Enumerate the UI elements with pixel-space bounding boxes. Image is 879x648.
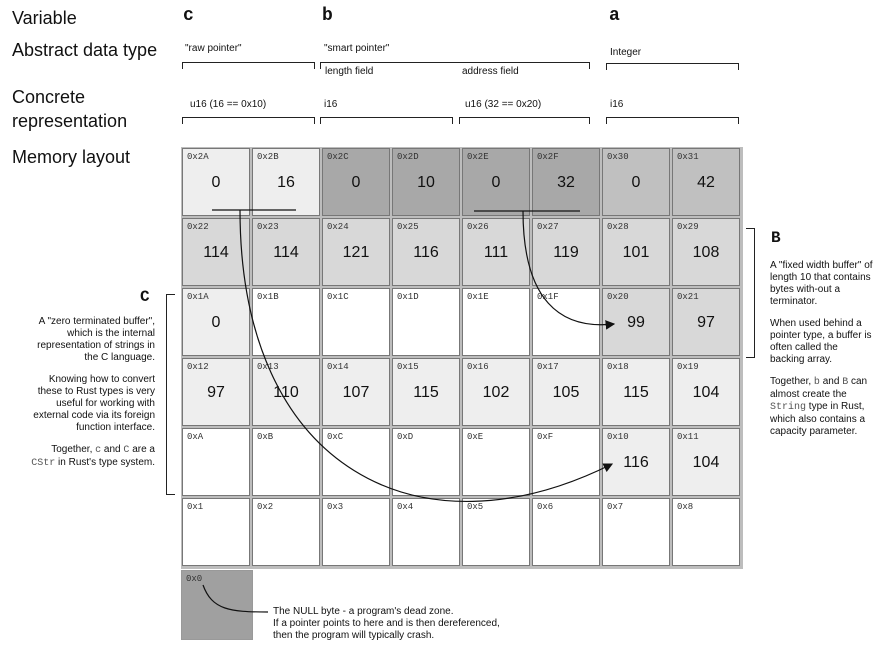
memory-cell-address: 0x10 xyxy=(607,432,629,442)
memory-cell-address: 0x0 xyxy=(186,574,203,584)
memory-cell-address: 0x20 xyxy=(607,292,629,302)
annotation-b-paragraph-2: When used behind a pointer type, a buffer is often called the backing array. xyxy=(770,318,872,365)
row-label-variable: Variable xyxy=(12,8,77,28)
memory-cell-value: 111 xyxy=(483,244,509,261)
memory-cell-address: 0x19 xyxy=(677,362,699,372)
memory-cell-value: 114 xyxy=(203,244,229,261)
memory-cell-value: 101 xyxy=(622,244,650,261)
memory-cell-value: 119 xyxy=(553,244,579,261)
variable-b: b xyxy=(322,6,333,26)
concrete-b-addr: u16 (32 == 0x20) xyxy=(465,99,542,110)
memory-cell-value: 114 xyxy=(273,244,299,261)
memory-cell-address: 0x6 xyxy=(537,502,554,512)
memory-cell-address: 0x1 xyxy=(187,502,204,512)
memory-cell-address: 0x2B xyxy=(257,152,279,162)
memory-cell-address: 0xF xyxy=(537,432,554,442)
memory-cell-value: 108 xyxy=(692,244,720,261)
annotation-b-paragraph-1: A "fixed width buffer" of length 10 that contains bytes with-out a terminator. xyxy=(770,260,873,307)
memory-cell-address: 0x2F xyxy=(537,152,559,162)
memory-cell-value: 32 xyxy=(557,174,575,191)
memory-cell-value: 115 xyxy=(623,384,649,401)
memory-cell-value: 116 xyxy=(623,454,649,471)
memory-cell-address: 0x11 xyxy=(677,432,699,442)
memory-cell-value: 104 xyxy=(692,454,720,471)
memory-cell-address: 0x2 xyxy=(257,502,274,512)
memory-cell-address: 0x18 xyxy=(607,362,629,372)
memory-cell-value: 107 xyxy=(342,384,370,401)
annotation-c-code-c: c xyxy=(95,445,102,456)
memory-cell-address: 0x23 xyxy=(257,222,279,232)
annotation-c-text: are a xyxy=(129,444,155,455)
null-note-line-2: If a pointer points to here and is then dereferenced, xyxy=(273,618,500,629)
memory-cell-address: 0x1A xyxy=(187,292,209,302)
memory-cell-value: 104 xyxy=(692,384,720,401)
annotation-b-letter: B xyxy=(771,229,781,247)
arrow-b-to-0x20 xyxy=(523,211,614,325)
row-label-memory: Memory layout xyxy=(12,147,131,167)
memory-cell-address: 0x8 xyxy=(677,502,694,512)
memory-cell-address: 0x22 xyxy=(187,222,209,232)
annotation-c-paragraph-2: Knowing how to convert these to Rust types is very useful for working with external code via its foreign function interface. xyxy=(33,374,155,433)
arrow-null-note xyxy=(203,585,268,612)
memory-cell-value: 102 xyxy=(482,384,510,401)
memory-cell-address: 0x7 xyxy=(607,502,624,512)
row-label-concrete-1: Concrete xyxy=(12,87,86,107)
memory-cell-address: 0x29 xyxy=(677,222,699,232)
variable-c: c xyxy=(183,6,194,26)
memory-cell-address: 0x1E xyxy=(467,292,489,302)
memory-cell-value: 97 xyxy=(697,314,715,331)
arrow-c-to-0x10 xyxy=(240,210,612,501)
memory-cell-address: 0x13 xyxy=(257,362,279,372)
memory-cell-address: 0x17 xyxy=(537,362,559,372)
memory-cell-value: 97 xyxy=(207,384,225,401)
memory-cell-address: 0xA xyxy=(187,432,204,442)
memory-cell-address: 0x28 xyxy=(607,222,629,232)
memory-cell-address: 0x2E xyxy=(467,152,489,162)
memory-cell-address: 0x14 xyxy=(327,362,349,372)
row-label-abstract: Abstract data type xyxy=(12,40,158,60)
abstract-address-field: address field xyxy=(462,66,519,77)
memory-cell-value: 115 xyxy=(413,384,439,401)
memory-cell-address: 0x1C xyxy=(327,292,349,302)
concrete-b-len: i16 xyxy=(324,99,338,110)
memory-cell-address: 0xC xyxy=(327,432,344,442)
null-note-line-1: The NULL byte - a program's dead zone. xyxy=(273,606,454,617)
memory-cell-value: 0 xyxy=(631,174,641,191)
memory-cell-value: 116 xyxy=(413,244,439,261)
memory-cell-address: 0xD xyxy=(397,432,414,442)
annotation-c-letter: C xyxy=(140,288,150,306)
memory-cell-value: 0 xyxy=(211,174,221,191)
memory-cell-address: 0x1B xyxy=(257,292,279,302)
memory-cell-value: 0 xyxy=(211,314,221,331)
annotation-b-text: can almost create the xyxy=(770,376,868,400)
memory-cell-address: 0xB xyxy=(257,432,274,442)
memory-cell-address: 0x2C xyxy=(327,152,349,162)
memory-cell-value: 0 xyxy=(491,174,501,191)
annotation-b-code-b: b xyxy=(813,377,820,388)
memory-cell-address: 0x27 xyxy=(537,222,559,232)
memory-cell-address: 0x1F xyxy=(537,292,559,302)
annotation-c-text: and xyxy=(101,444,124,455)
memory-cell-address: 0x15 xyxy=(397,362,419,372)
annotation-b-code-B: B xyxy=(842,377,849,388)
annotation-c-text: Together, xyxy=(51,444,96,455)
annotation-c-code-C: C xyxy=(123,445,130,456)
annotation-c-code-cstr: CStr xyxy=(31,458,56,469)
memory-cell-address: 0x12 xyxy=(187,362,209,372)
memory-cell-address: 0x3 xyxy=(327,502,344,512)
annotation-c-paragraph-1: A "zero terminated buffer", which is the internal representation of strings in the C language. xyxy=(37,316,155,363)
memory-cell-value: 0 xyxy=(351,174,361,191)
null-note-line-3: then the program will typically crash. xyxy=(273,630,435,641)
annotation-b-text: Together, xyxy=(770,376,814,387)
memory-cell-address: 0x21 xyxy=(677,292,699,302)
memory-cell-address: 0xE xyxy=(467,432,484,442)
annotation-b-text: and xyxy=(819,376,843,387)
annotation-b-code-string: String xyxy=(770,402,807,413)
row-label-concrete-2: representation xyxy=(12,111,128,131)
memory-cell-value: 110 xyxy=(273,384,299,401)
abstract-integer: Integer xyxy=(610,47,642,58)
memory-cell-address: 0x30 xyxy=(607,152,629,162)
variable-a: a xyxy=(609,6,620,26)
memory-cell-address: 0x4 xyxy=(397,502,414,512)
memory-cell-address: 0x2D xyxy=(397,152,419,162)
memory-cell-value: 99 xyxy=(627,314,645,331)
abstract-smart-pointer: "smart pointer" xyxy=(324,43,390,54)
concrete-c-type: u16 (16 == 0x10) xyxy=(190,99,267,110)
memory-cell-address: 0x26 xyxy=(467,222,489,232)
memory-cell-value: 10 xyxy=(417,174,435,191)
memory-cell-value: 42 xyxy=(697,174,715,191)
memory-cell-address: 0x1D xyxy=(397,292,419,302)
memory-cell-value: 105 xyxy=(552,384,580,401)
memory-cell-address: 0x24 xyxy=(327,222,349,232)
abstract-raw-pointer: "raw pointer" xyxy=(185,43,242,54)
annotation-b-text: type in Rust, which also contains a capacity parameter. xyxy=(770,401,866,437)
memory-cell-address: 0x5 xyxy=(467,502,484,512)
memory-cell-value: 121 xyxy=(342,244,370,261)
memory-cell-address: 0x2A xyxy=(187,152,209,162)
memory-cell-address: 0x25 xyxy=(397,222,419,232)
memory-cell-address: 0x16 xyxy=(467,362,489,372)
annotation-c-text: in Rust's type system. xyxy=(55,457,155,468)
memory-cell-value: 16 xyxy=(277,174,295,191)
concrete-a-type: i16 xyxy=(610,99,624,110)
abstract-length-field: length field xyxy=(325,66,374,77)
memory-cell-address: 0x31 xyxy=(677,152,699,162)
